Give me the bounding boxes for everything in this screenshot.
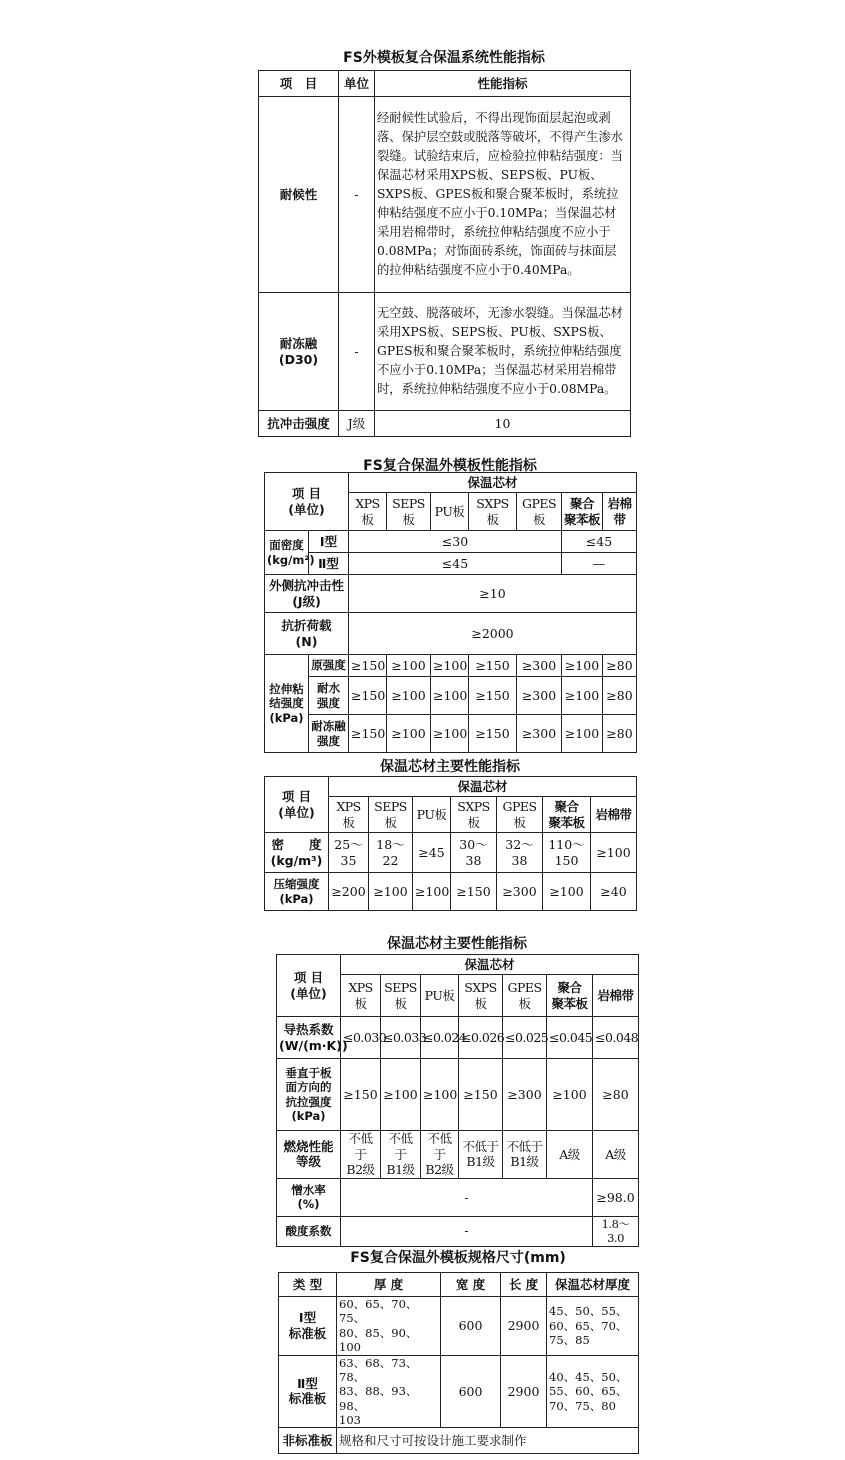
t5-header-thickness: 厚 度	[337, 1273, 441, 1297]
t3-density-v6: ≥100	[591, 833, 637, 873]
t3-density-v2: ≥45	[413, 833, 451, 873]
t4-col-seps: SEPS板	[381, 975, 421, 1017]
t1-row-impact-unit: J级	[339, 411, 375, 437]
t2-corner: 项 目 (单位)	[265, 473, 349, 531]
t1-header-value: 性能指标	[375, 71, 631, 97]
t4-fire-v0: 不低于 B2级	[341, 1131, 381, 1179]
t2-density-type2-a: ≤45	[349, 553, 562, 575]
t2-r1-v5: ≥100	[562, 655, 603, 677]
t3-compress-v1: ≥100	[369, 873, 413, 911]
t2-r2-v1: ≥100	[387, 677, 431, 715]
t3-density-v4: 32～38	[497, 833, 543, 873]
t2-r2-v5: ≥100	[562, 677, 603, 715]
t2-type1: Ⅰ型	[309, 531, 349, 553]
t3-density-label: 密 度 (kg/m³)	[265, 833, 329, 873]
t3-density-v1: 18～22	[369, 833, 413, 873]
t3-compress-v2: ≥100	[413, 873, 451, 911]
t1-row-weather-item: 耐候性	[259, 97, 339, 293]
t4-conductivity-v3: ≤0.026	[459, 1017, 503, 1059]
table5-caption: FS复合保温外模板规格尺寸(mm)	[350, 1250, 566, 1266]
t4-conductivity-v6: ≤0.048	[593, 1017, 639, 1059]
t4-tensile-v4: ≥300	[503, 1059, 547, 1131]
t4-fire-v5: A级	[547, 1131, 593, 1179]
t1-header-item: 项 目	[259, 71, 339, 97]
t1-row-impact-item: 抗冲击强度	[259, 411, 339, 437]
t4-conductivity-v1: ≤0.033	[381, 1017, 421, 1059]
t4-col-pu: PU板	[421, 975, 459, 1017]
t1-header-unit: 单位	[339, 71, 375, 97]
t4-group: 保温芯材	[341, 955, 639, 975]
table1	[258, 70, 631, 437]
t4-conductivity-v5: ≤0.045	[547, 1017, 593, 1059]
t1-row-freeze-unit: -	[339, 293, 375, 411]
t5-row2-core: 40、45、50、 55、60、65、 70、75、80	[547, 1355, 639, 1428]
t1-row-freeze-value: 无空鼓、脱落破坏，无渗水裂缝。当保温芯材采用XPS板、SEPS板、PU板、SXPS板、GPES板和聚合聚苯板时，系统拉伸粘结强度不应小于0.10MPa；当保温芯材采用岩棉带时，系统拉伸粘结强度不应小于0.08MPa。	[375, 293, 631, 411]
t1-row-weather-unit: -	[339, 97, 375, 293]
t2-r1-v0: ≥150	[349, 655, 387, 677]
t2-r3-v4: ≥300	[517, 715, 562, 753]
t5-row1-type: Ⅰ型 标准板	[279, 1297, 337, 1356]
t2-density-type1-b: ≤45	[562, 531, 637, 553]
t2-r3-v1: ≥100	[387, 715, 431, 753]
t2-sub-water: 耐水 强度	[309, 677, 349, 715]
t2-r3-v0: ≥150	[349, 715, 387, 753]
table1-caption: FS外模板复合保温系统性能指标	[343, 50, 545, 66]
t2-r1-v6: ≥80	[603, 655, 637, 677]
t2-r3-v5: ≥100	[562, 715, 603, 753]
t2-col-xps: XPS板	[349, 493, 387, 531]
t3-col-xps: XPS板	[329, 797, 369, 833]
t2-r2-v6: ≥80	[603, 677, 637, 715]
t5-row1-length: 2900	[501, 1297, 547, 1356]
t5-row1-width: 600	[441, 1297, 501, 1356]
table5	[278, 1272, 639, 1454]
table3-caption: 保温芯材主要性能指标	[380, 759, 520, 775]
t2-col-polymer: 聚合 聚苯板	[562, 493, 603, 531]
t4-tensile-v1: ≥100	[381, 1059, 421, 1131]
t1-row-freeze-item: 耐冻融(D30)	[259, 293, 339, 411]
t2-impact-label: 外侧抗冲击性 (J级)	[265, 575, 349, 613]
table3	[264, 776, 637, 911]
t3-compress-label: 压缩强度 (kPa)	[265, 873, 329, 911]
t4-fire-v4: 不低于 B1级	[503, 1131, 547, 1179]
t3-col-gpes: GPES板	[497, 797, 543, 833]
t4-acidity-last: 1.8～3.0	[593, 1216, 639, 1246]
t2-col-pu: PU板	[431, 493, 469, 531]
t4-fire-v1: 不低于 B1级	[381, 1131, 421, 1179]
table2-caption: FS复合保温外模板性能指标	[363, 458, 537, 474]
t5-row1-thickness: 60、65、70、75、 80、85、90、100	[337, 1297, 441, 1356]
t2-r3-v6: ≥80	[603, 715, 637, 753]
t5-header-type: 类 型	[279, 1273, 337, 1297]
t5-header-width: 宽 度	[441, 1273, 501, 1297]
t2-r2-v3: ≥150	[469, 677, 517, 715]
t4-acidity-label: 酸度系数	[277, 1216, 341, 1246]
t2-r3-v3: ≥150	[469, 715, 517, 753]
t2-r1-v2: ≥100	[431, 655, 469, 677]
t4-fire-label: 燃烧性能 等级	[277, 1131, 341, 1179]
t3-compress-v4: ≥300	[497, 873, 543, 911]
t3-compress-v3: ≥150	[451, 873, 497, 911]
t5-row1-core: 45、50、55、 60、65、70、 75、85	[547, 1297, 639, 1356]
t2-r1-v4: ≥300	[517, 655, 562, 677]
t3-compress-v6: ≥40	[591, 873, 637, 911]
t4-conductivity-v0: ≤0.030	[341, 1017, 381, 1059]
table4-caption: 保温芯材主要性能指标	[387, 936, 527, 952]
t3-col-polymer: 聚合 聚苯板	[543, 797, 591, 833]
t4-acidity-mid: -	[341, 1216, 593, 1246]
t4-tensile-label: 垂直于板 面方向的 抗拉强度 (kPa)	[277, 1059, 341, 1131]
t5-header-length: 长 度	[501, 1273, 547, 1297]
t4-conductivity-label: 导热系数 (W/(m·K))	[277, 1017, 341, 1059]
t4-tensile-v5: ≥100	[547, 1059, 593, 1131]
t2-group: 保温芯材	[349, 473, 637, 493]
t2-density-label: 面密度 (kg/m²)	[265, 531, 309, 575]
t5-row2-thickness: 63、68、73、78、 83、88、93、98、 103	[337, 1355, 441, 1428]
t4-hydrophobic-last: ≥98.0	[593, 1178, 639, 1216]
t2-r1-v1: ≥100	[387, 655, 431, 677]
t3-col-seps: SEPS板	[369, 797, 413, 833]
t3-col-sxps: SXPS板	[451, 797, 497, 833]
t2-col-seps: SEPS板	[387, 493, 431, 531]
t4-col-gpes: GPES板	[503, 975, 547, 1017]
t5-header-core: 保温芯材厚度	[547, 1273, 639, 1297]
t2-impact-value: ≥10	[349, 575, 637, 613]
t4-col-polymer: 聚合 聚苯板	[547, 975, 593, 1017]
t2-col-gpes: GPES板	[517, 493, 562, 531]
t2-col-rockwool: 岩棉带	[603, 493, 637, 531]
t4-conductivity-v4: ≤0.025	[503, 1017, 547, 1059]
t3-col-rockwool: 岩棉带	[591, 797, 637, 833]
t4-tensile-v3: ≥150	[459, 1059, 503, 1131]
t5-row2-width: 600	[441, 1355, 501, 1428]
t4-col-xps: XPS板	[341, 975, 381, 1017]
t5-nonstd-text: 规格和尺寸可按设计施工要求制作	[337, 1428, 639, 1454]
t2-density-type1-a: ≤30	[349, 531, 562, 553]
t3-compress-v0: ≥200	[329, 873, 369, 911]
t2-tensile-label: 拉伸粘 结强度 (kPa)	[265, 655, 309, 753]
t4-fire-v6: A级	[593, 1131, 639, 1179]
t4-conductivity-v2: ≤0.024	[421, 1017, 459, 1059]
t5-row2-length: 2900	[501, 1355, 547, 1428]
t3-density-v3: 30～38	[451, 833, 497, 873]
table4	[276, 954, 639, 1247]
t2-r3-v2: ≥100	[431, 715, 469, 753]
t3-density-v5: 110～ 150	[543, 833, 591, 873]
t1-row-impact-value: 10	[375, 411, 631, 437]
t3-corner: 项 目 (单位)	[265, 777, 329, 833]
t4-col-rockwool: 岩棉带	[593, 975, 639, 1017]
t3-compress-v5: ≥100	[543, 873, 591, 911]
t4-fire-v2: 不低于 B2级	[421, 1131, 459, 1179]
t4-tensile-v0: ≥150	[341, 1059, 381, 1131]
t2-r2-v4: ≥300	[517, 677, 562, 715]
t2-sub-original: 原强度	[309, 655, 349, 677]
t4-hydrophobic-mid: -	[341, 1178, 593, 1216]
t2-sub-freeze: 耐冻融 强度	[309, 715, 349, 753]
t2-col-sxps: SXPS板	[469, 493, 517, 531]
t3-col-pu: PU板	[413, 797, 451, 833]
t2-type2: Ⅱ型	[309, 553, 349, 575]
t2-bend-label: 抗折荷载 (N)	[265, 613, 349, 655]
t4-hydrophobic-label: 憎水率 (%)	[277, 1178, 341, 1216]
t4-corner: 项 目 (单位)	[277, 955, 341, 1017]
table2	[264, 472, 637, 753]
t2-density-type2-b: —	[562, 553, 637, 575]
t4-tensile-v6: ≥80	[593, 1059, 639, 1131]
t1-row-weather-value: 经耐候性试验后，不得出现饰面层起泡或剥落、保护层空鼓或脱落等破坏，不得产生渗水裂缝。试验结束后，应检验拉伸粘结强度：当保温芯材采用XPS板、SEPS板、PU板、SXPS板、GPES板和聚合聚苯板时，系统拉伸粘结强度不应小于0.10MPa；当保温芯材采用岩棉带时，系统拉伸粘结强度不应小于0.08MPa；对饰面砖系统，饰面砖与抹面层的拉伸粘结强度不应小于0.40MPa。	[375, 97, 631, 293]
t3-group: 保温芯材	[329, 777, 637, 797]
t2-r2-v0: ≥150	[349, 677, 387, 715]
t2-r2-v2: ≥100	[431, 677, 469, 715]
t4-fire-v3: 不低于 B1级	[459, 1131, 503, 1179]
t2-bend-value: ≥2000	[349, 613, 637, 655]
t4-col-sxps: SXPS板	[459, 975, 503, 1017]
t3-density-v0: 25～35	[329, 833, 369, 873]
t5-nonstd-label: 非标准板	[279, 1428, 337, 1454]
t2-r1-v3: ≥150	[469, 655, 517, 677]
t5-row2-type: Ⅱ型 标准板	[279, 1355, 337, 1428]
t4-tensile-v2: ≥100	[421, 1059, 459, 1131]
